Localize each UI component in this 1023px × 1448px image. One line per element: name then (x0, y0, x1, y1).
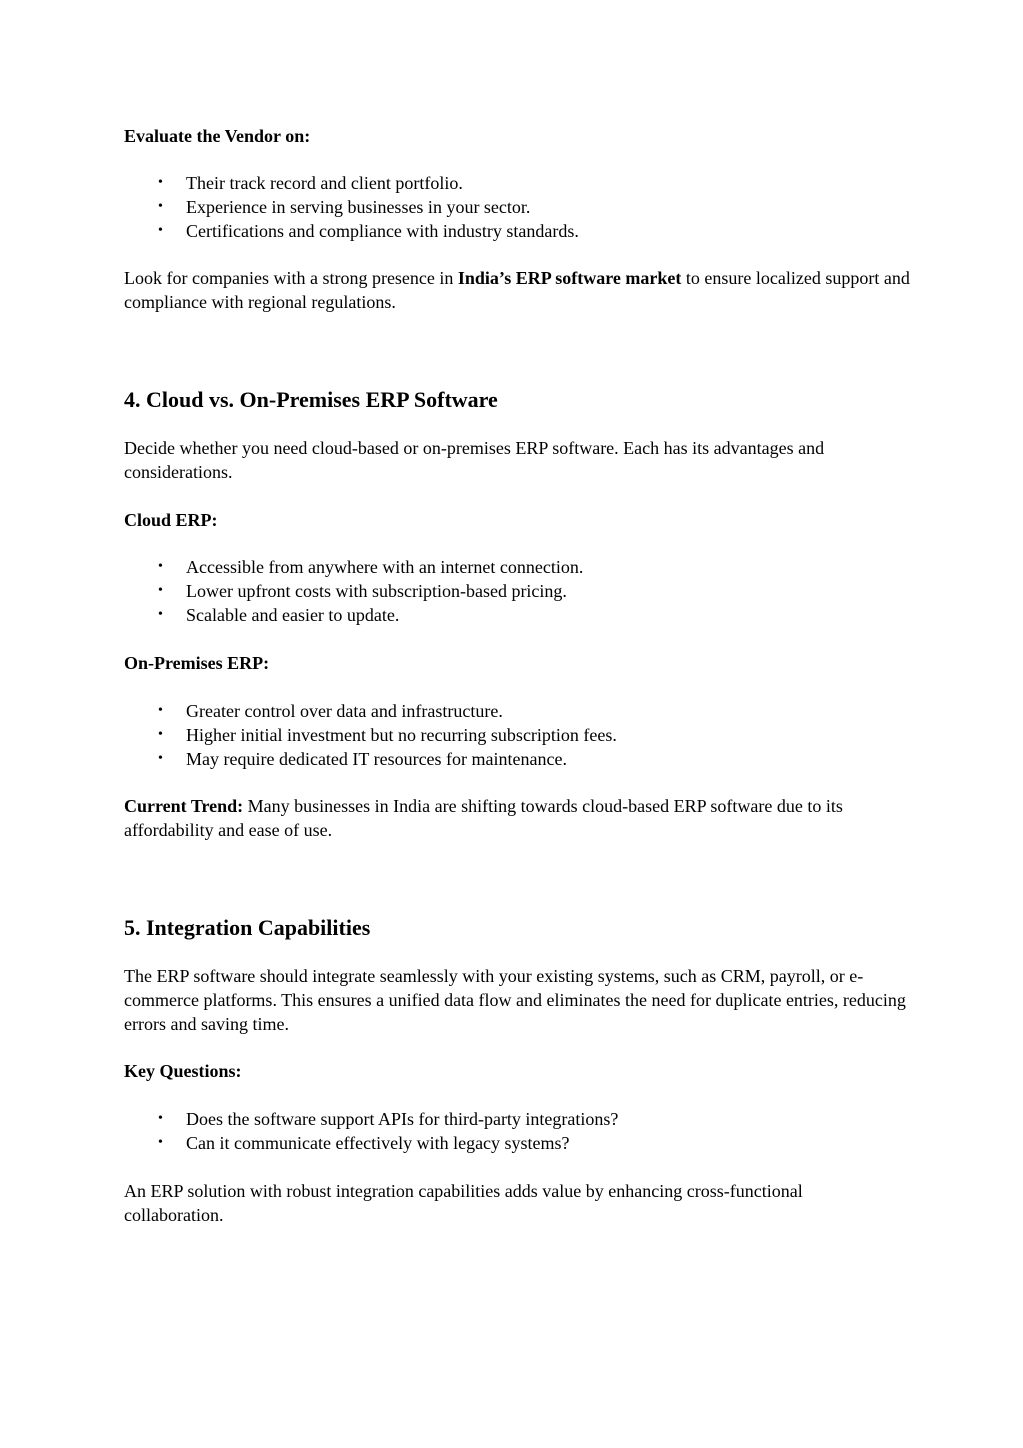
vendor-note-start: Look for companies with a strong presence in (124, 268, 458, 288)
on-premises-erp-list (124, 699, 914, 771)
list-item-text: Greater control over data and infrastructure. (186, 701, 503, 721)
bullet-icon: • (158, 223, 163, 238)
closing-paragraph: An ERP solution with robust integration capabilities adds value by enhancing cross-functional collaboration. (124, 1181, 803, 1225)
key-questions-heading: Key Questions: (124, 1061, 242, 1081)
vendor-note-end: to ensure localized support and compliance with regional regulations. (124, 268, 910, 312)
current-trend-text: Many businesses in India are shifting towards cloud-based ERP software due to its affordability and ease of use. (124, 796, 843, 840)
section-4-title: 4. Cloud vs. On-Premises ERP Software (124, 387, 498, 412)
bullet-icon: • (158, 703, 163, 718)
current-trend-label: Current Trend: (124, 796, 244, 816)
section-5-title: 5. Integration Capabilities (124, 915, 371, 940)
section-5-intro: The ERP software should integrate seamlessly with your existing systems, such as CRM, payroll, or e-commerce platforms. This ensures a unified data flow and eliminates the need for duplicate entries, reducing errors and saving time. (124, 966, 906, 1034)
list-item-text: Their track record and client portfolio. (186, 173, 463, 193)
current-trend-paragraph (124, 794, 914, 842)
list-item (124, 699, 914, 723)
list-item (124, 1131, 914, 1155)
bullet-icon: • (158, 727, 163, 742)
list-item (124, 723, 914, 747)
on-premises-erp-heading: On-Premises ERP: (124, 653, 270, 673)
bullet-icon: • (158, 607, 163, 622)
bullet-icon: • (158, 1111, 163, 1126)
list-item-text: Scalable and easier to update. (186, 605, 400, 625)
list-item (124, 579, 914, 603)
list-item-text: Experience in serving businesses in your sector. (186, 197, 531, 217)
bullet-icon: • (158, 751, 163, 766)
list-item (124, 555, 914, 579)
list-item (124, 747, 914, 771)
list-item-text: Lower upfront costs with subscription-based pricing. (186, 581, 567, 601)
key-questions-list (124, 1107, 914, 1155)
bullet-icon: • (158, 199, 163, 214)
list-item (124, 1107, 914, 1131)
list-item-text: Certifications and compliance with industry standards. (186, 221, 579, 241)
vendor-note (124, 266, 914, 314)
cloud-erp-heading: Cloud ERP: (124, 510, 218, 530)
section-4-intro: Decide whether you need cloud-based or on-premises ERP software. Each has its advantages and considerations. (124, 438, 825, 482)
bullet-icon: • (158, 559, 163, 574)
list-item (124, 171, 914, 195)
bullet-icon: • (158, 583, 163, 598)
list-item-text: May require dedicated IT resources for maintenance. (186, 749, 567, 769)
vendor-heading: Evaluate the Vendor on: (124, 126, 311, 146)
bullet-icon: • (158, 175, 163, 190)
list-item (124, 603, 914, 627)
cloud-erp-list (124, 555, 914, 627)
vendor-list (124, 171, 914, 243)
list-item (124, 195, 914, 219)
list-item-text: Higher initial investment but no recurring subscription fees. (186, 725, 617, 745)
bullet-icon: • (158, 1135, 163, 1150)
list-item-text: Can it communicate effectively with legacy systems? (186, 1133, 570, 1153)
list-item-text: Does the software support APIs for third-party integrations? (186, 1109, 619, 1129)
list-item-text: Accessible from anywhere with an internet connection. (186, 557, 584, 577)
vendor-note-emphasis: India’s ERP software market (457, 268, 682, 288)
list-item (124, 219, 914, 243)
